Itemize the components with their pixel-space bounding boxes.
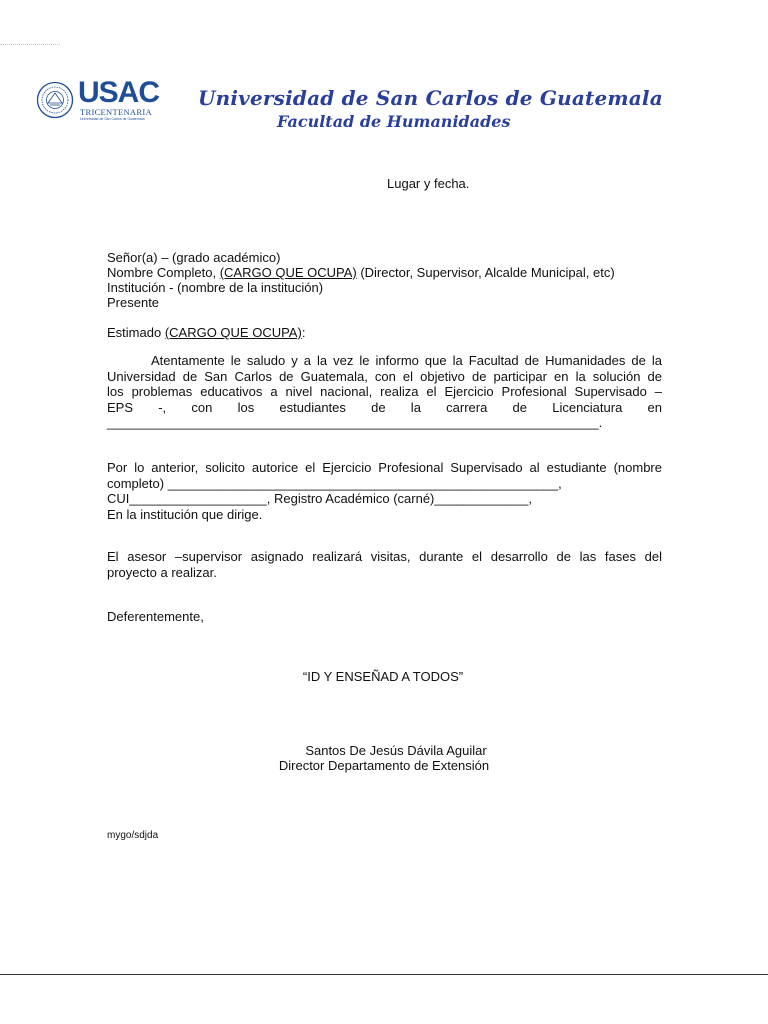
paragraph-line: completo) ______________________________________________________, — [107, 475, 562, 491]
recipient-cargo: (CARGO QUE OCUPA) — [219, 265, 357, 280]
paragraph-line: los problemas educativos a nivel nacional, realiza el Ejercicio Profesional Supervisado – — [107, 384, 662, 399]
salutation-cargo: (CARGO QUE OCUPA) — [164, 325, 302, 340]
signer-title: Director Departamento de Extensión — [278, 758, 490, 773]
recipient-line-1: Señor(a) – (grado académico) — [107, 250, 281, 265]
paragraph-line: ____________________________________________________________________. — [107, 415, 603, 430]
university-seal-icon — [36, 81, 74, 119]
recipient-line-4: Presente — [107, 295, 160, 310]
logo-small-text: Universidad de San Carlos de Guatemala — [80, 117, 145, 121]
usac-logo — [36, 76, 160, 126]
initials-reference: mygo/sdjda — [107, 830, 159, 841]
top-artifact-line — [0, 44, 60, 46]
salutation-prefix: Estimado — [107, 325, 165, 340]
logo-wordmark: USAC — [78, 76, 160, 109]
paragraph-line: El asesor –supervisor asignado realizará visitas, durante el desarrollo de las fases del — [107, 549, 662, 564]
logo-subtitle: TRICENTENARIA — [80, 107, 152, 117]
recipient-line-2 — [107, 265, 615, 280]
recipient-name-label: Nombre Completo, — [107, 265, 220, 280]
paragraph-request — [107, 460, 662, 522]
paragraph-line: En la institución que dirige. — [107, 506, 263, 522]
paragraph-line: Universidad de San Carlos de Guatemala, con el objetivo de participar en la solución de — [107, 368, 662, 384]
paragraph-line: Atentamente le saludo y a la vez le informo que la Facultad de Humanidades de la — [151, 353, 662, 368]
footer-divider — [0, 974, 768, 975]
closing: Deferentemente, — [107, 609, 204, 624]
paragraph-line: Por lo anterior, solicito autorice el Ejercicio Profesional Supervisado al estudiante (nombre — [107, 460, 662, 475]
salutation — [107, 325, 305, 340]
signer-name: Santos De Jesús Dávila Aguilar — [305, 743, 487, 758]
university-title: Universidad de San Carlos de Guatemala — [198, 86, 663, 110]
recipient-cargo-examples: (Director, Supervisor, Alcalde Municipal, etc) — [356, 265, 615, 280]
paragraph-line: EPS -, con los estudiantes de la carrera de Licenciatura en — [107, 399, 662, 415]
paragraph-introduction — [107, 353, 662, 431]
paragraph-visits — [107, 549, 662, 580]
paragraph-line: proyecto a realizar. — [107, 564, 217, 580]
place-date: Lugar y fecha. — [387, 176, 470, 191]
recipient-line-3: Institución - (nombre de la institución) — [107, 280, 324, 295]
paragraph-line: CUI___________________, Registro Académico (carné)_____________, — [107, 491, 532, 506]
salutation-suffix: : — [301, 325, 306, 340]
faculty-title: Facultad de Humanidades — [277, 112, 511, 131]
motto: “ID Y ENSEÑAD A TODOS” — [302, 669, 464, 684]
